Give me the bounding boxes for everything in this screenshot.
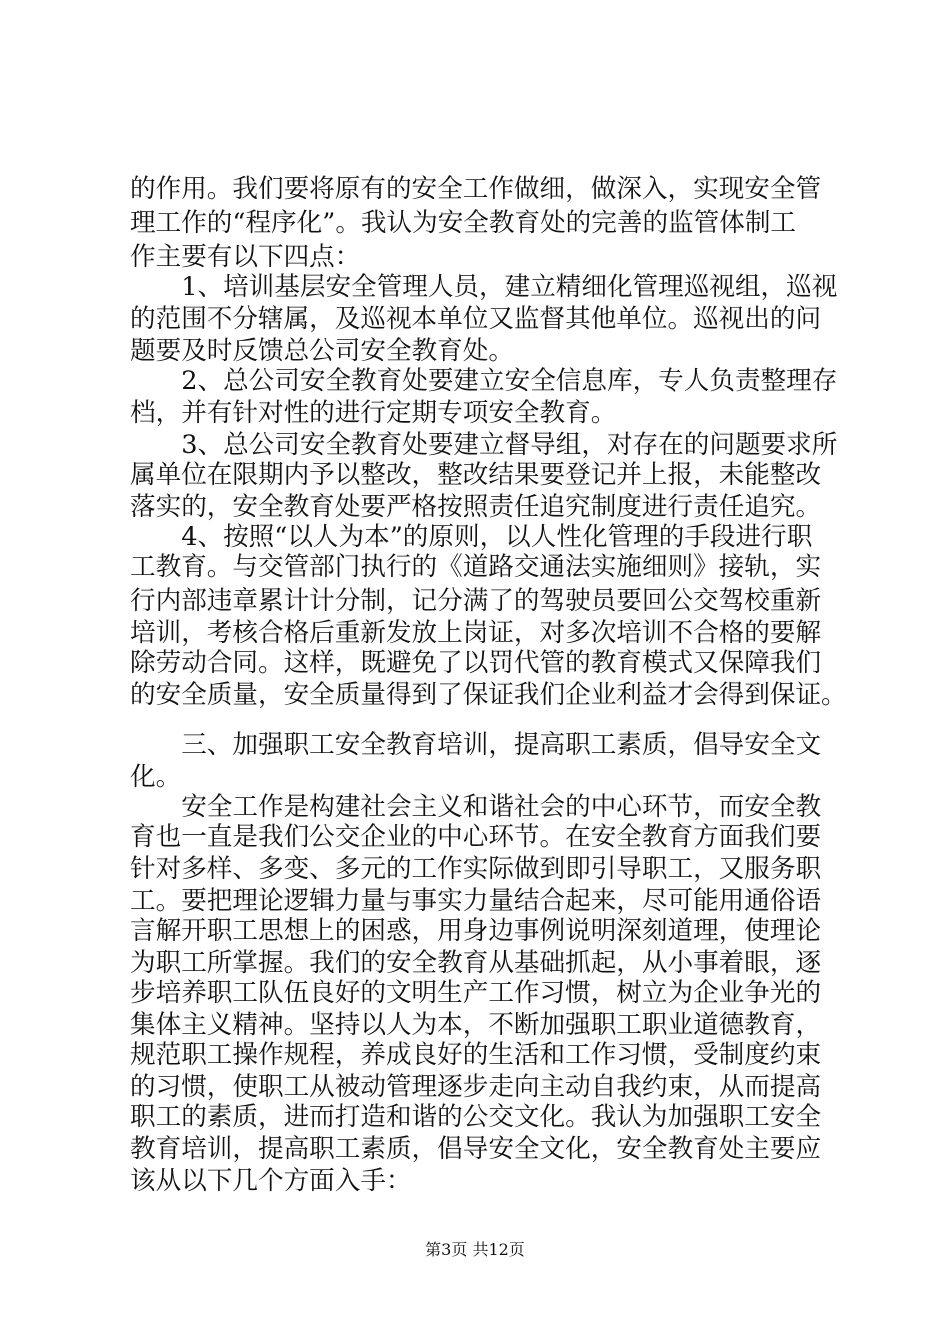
text-line: 育也一直是我们公交企业的中心环节。在安全教育方面我们要 [130,822,822,852]
text-line: 4、按照“以人为本”的原则，以人性化管理的手段进行职 [130,522,813,552]
text-line: 作主要有以下四点： [130,242,361,272]
text-line: 3、总公司安全教育处要建立督导组，对存在的问题要求所 [130,430,838,460]
page-footer: 第3页 共12页 [425,1240,525,1259]
section-heading: 三、加强职工安全教育培训，提高职工素质，倡导安全文 [130,730,822,760]
text-line: 规范职工操作规程，养成良好的生活和工作习惯，受制度约束 [130,1040,822,1070]
text-line: 行内部违章累计计分制，记分满了的驾驶员要回公交驾校重新 [130,586,822,616]
text-line: 1、培训基层安全管理人员，建立精细化管理巡视组，巡视 [130,272,838,302]
text-line: 2、总公司安全教育处要建立安全信息库，专人负责整理存 [130,366,838,396]
text-line: 的安全质量，安全质量得到了保证我们企业利益才会得到保证。 [130,680,847,710]
text-line: 除劳动合同。这样，既避免了以罚代管的教育模式又保障我们 [130,648,822,678]
text-line: 落实的，安全教育处要严格按照责任追究制度进行责任追究。 [130,492,822,522]
text-line: 工。要把理论逻辑力量与事实力量结合起来，尽可能用通俗语 [130,886,822,916]
text-line: 工教育。与交管部门执行的《道路交通法实施细则》接轨，实 [130,552,822,582]
text-line: 培训，考核合格后重新发放上岗证，对多次培训不合格的要解 [130,618,822,648]
text-line: 的习惯，使职工从被动管理逐步走向主动自我约束，从而提高 [130,1072,822,1102]
text-line: 的范围不分辖属，及巡视本单位又监督其他单位。巡视出的问 [130,304,822,334]
text-line: 该从以下几个方面入手： [130,1166,412,1196]
text-line: 的作用。我们要将原有的安全工作做细，做深入，实现安全管 [130,174,822,204]
text-line: 言解开职工思想上的困惑，用身边事例说明深刻道理，使理论 [130,916,822,946]
text-line: 安全工作是构建社会主义和谐社会的中心环节，而安全教 [130,792,822,822]
text-line: 档，并有针对性的进行定期专项安全教育。 [130,398,617,428]
text-line: 职工的素质，进而打造和谐的公交文化。我认为加强职工安全 [130,1102,822,1132]
text-line: 为职工所掌握。我们的安全教育从基础抓起，从小事着眼，逐 [130,948,822,978]
text-line: 针对多样、多变、多元的工作实际做到即引导职工，又服务职 [130,854,822,884]
text-line: 步培养职工队伍良好的文明生产工作习惯，树立为企业争光的 [130,978,822,1008]
text-line: 教育培训，提高职工素质，倡导安全文化，安全教育处主要应 [130,1134,822,1164]
text-line: 理工作的“程序化”。我认为安全教育处的完善的监管体制工 [130,208,797,238]
text-line: 集体主义精神。坚持以人为本，不断加强职工职业道德教育， [130,1010,822,1040]
text-line: 题要及时反馈总公司安全教育处。 [130,336,514,366]
section-heading: 化。 [130,762,182,792]
text-line: 属单位在限期内予以整改，整改结果要登记并上报，未能整改 [130,460,822,490]
